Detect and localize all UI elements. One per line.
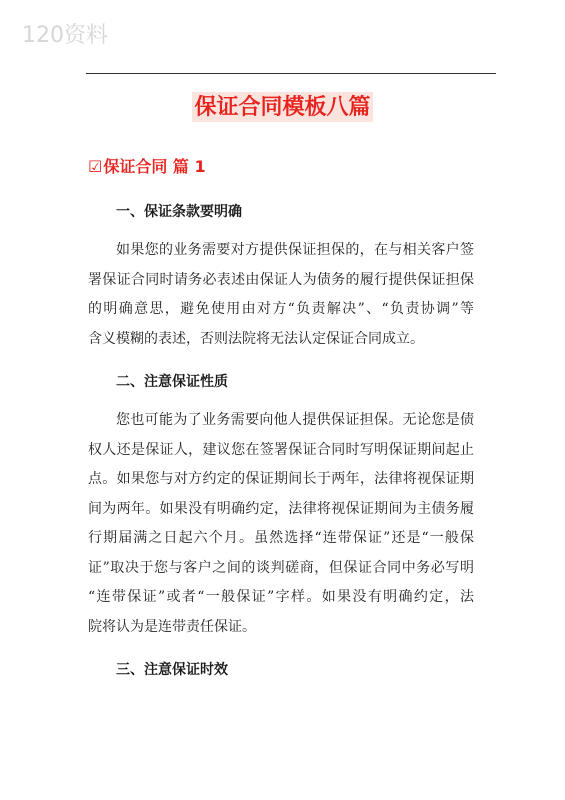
clause-paragraph-1 (88, 236, 474, 354)
clause-heading-2: 二、注意保证性质 (116, 374, 228, 390)
section-heading-text: 保证合同 篇 1 (103, 157, 206, 176)
paragraph-line: 间为两年。如果没有明确约定，法律将视保证期间为主债务履 (88, 500, 474, 517)
paragraph-line: 权人还是保证人，建议您在签署保证合同时写明保证期间起止 (88, 441, 474, 458)
paragraph-line: 行期届满之日起六个月。虽然选择“连带保证”还是“一般保 (88, 530, 474, 546)
watermark-text: 120资料 (22, 23, 108, 48)
paragraph-line: 您也可能为了业务需要向他人提供保证担保。无论您是债 (116, 412, 474, 428)
checkbox-icon: ☑ (88, 157, 103, 176)
paragraph-line: 点。如果您与对方约定的保证期间长于两年，法律将视保证期 (88, 471, 474, 487)
clause-paragraph-2 (88, 406, 474, 642)
header-rule (86, 73, 496, 74)
document-title: 保证合同模板八篇 (194, 94, 371, 120)
paragraph-line: 如果您的业务需要对方提供保证担保的，在与相关客户签 (116, 242, 474, 258)
paragraph-line: 证”取决于您与客户之间的谈判磋商，但保证合同中务必写明 (88, 559, 474, 576)
clause-heading-1: 一、保证条款要明确 (116, 204, 242, 220)
paragraph-line: 院将认为是连带责任保证。 (88, 618, 256, 635)
paragraph-line: 的明确意思，避免使用由对方“负责解决”、“负责协调”等 (88, 301, 474, 317)
paragraph-line: 含义模糊的表述，否则法院将无法认定保证合同成立。 (88, 330, 424, 347)
section-heading (88, 156, 206, 178)
paragraph-line: 署保证合同时请务必表述由保证人为债务的履行提供保证担保 (88, 271, 474, 288)
paragraph-line: “连带保证”或者“一般保证”字样。如果没有明确约定，法 (88, 589, 474, 605)
document-title-block (0, 92, 565, 122)
clause-heading-3: 三、注意保证时效 (116, 662, 228, 678)
